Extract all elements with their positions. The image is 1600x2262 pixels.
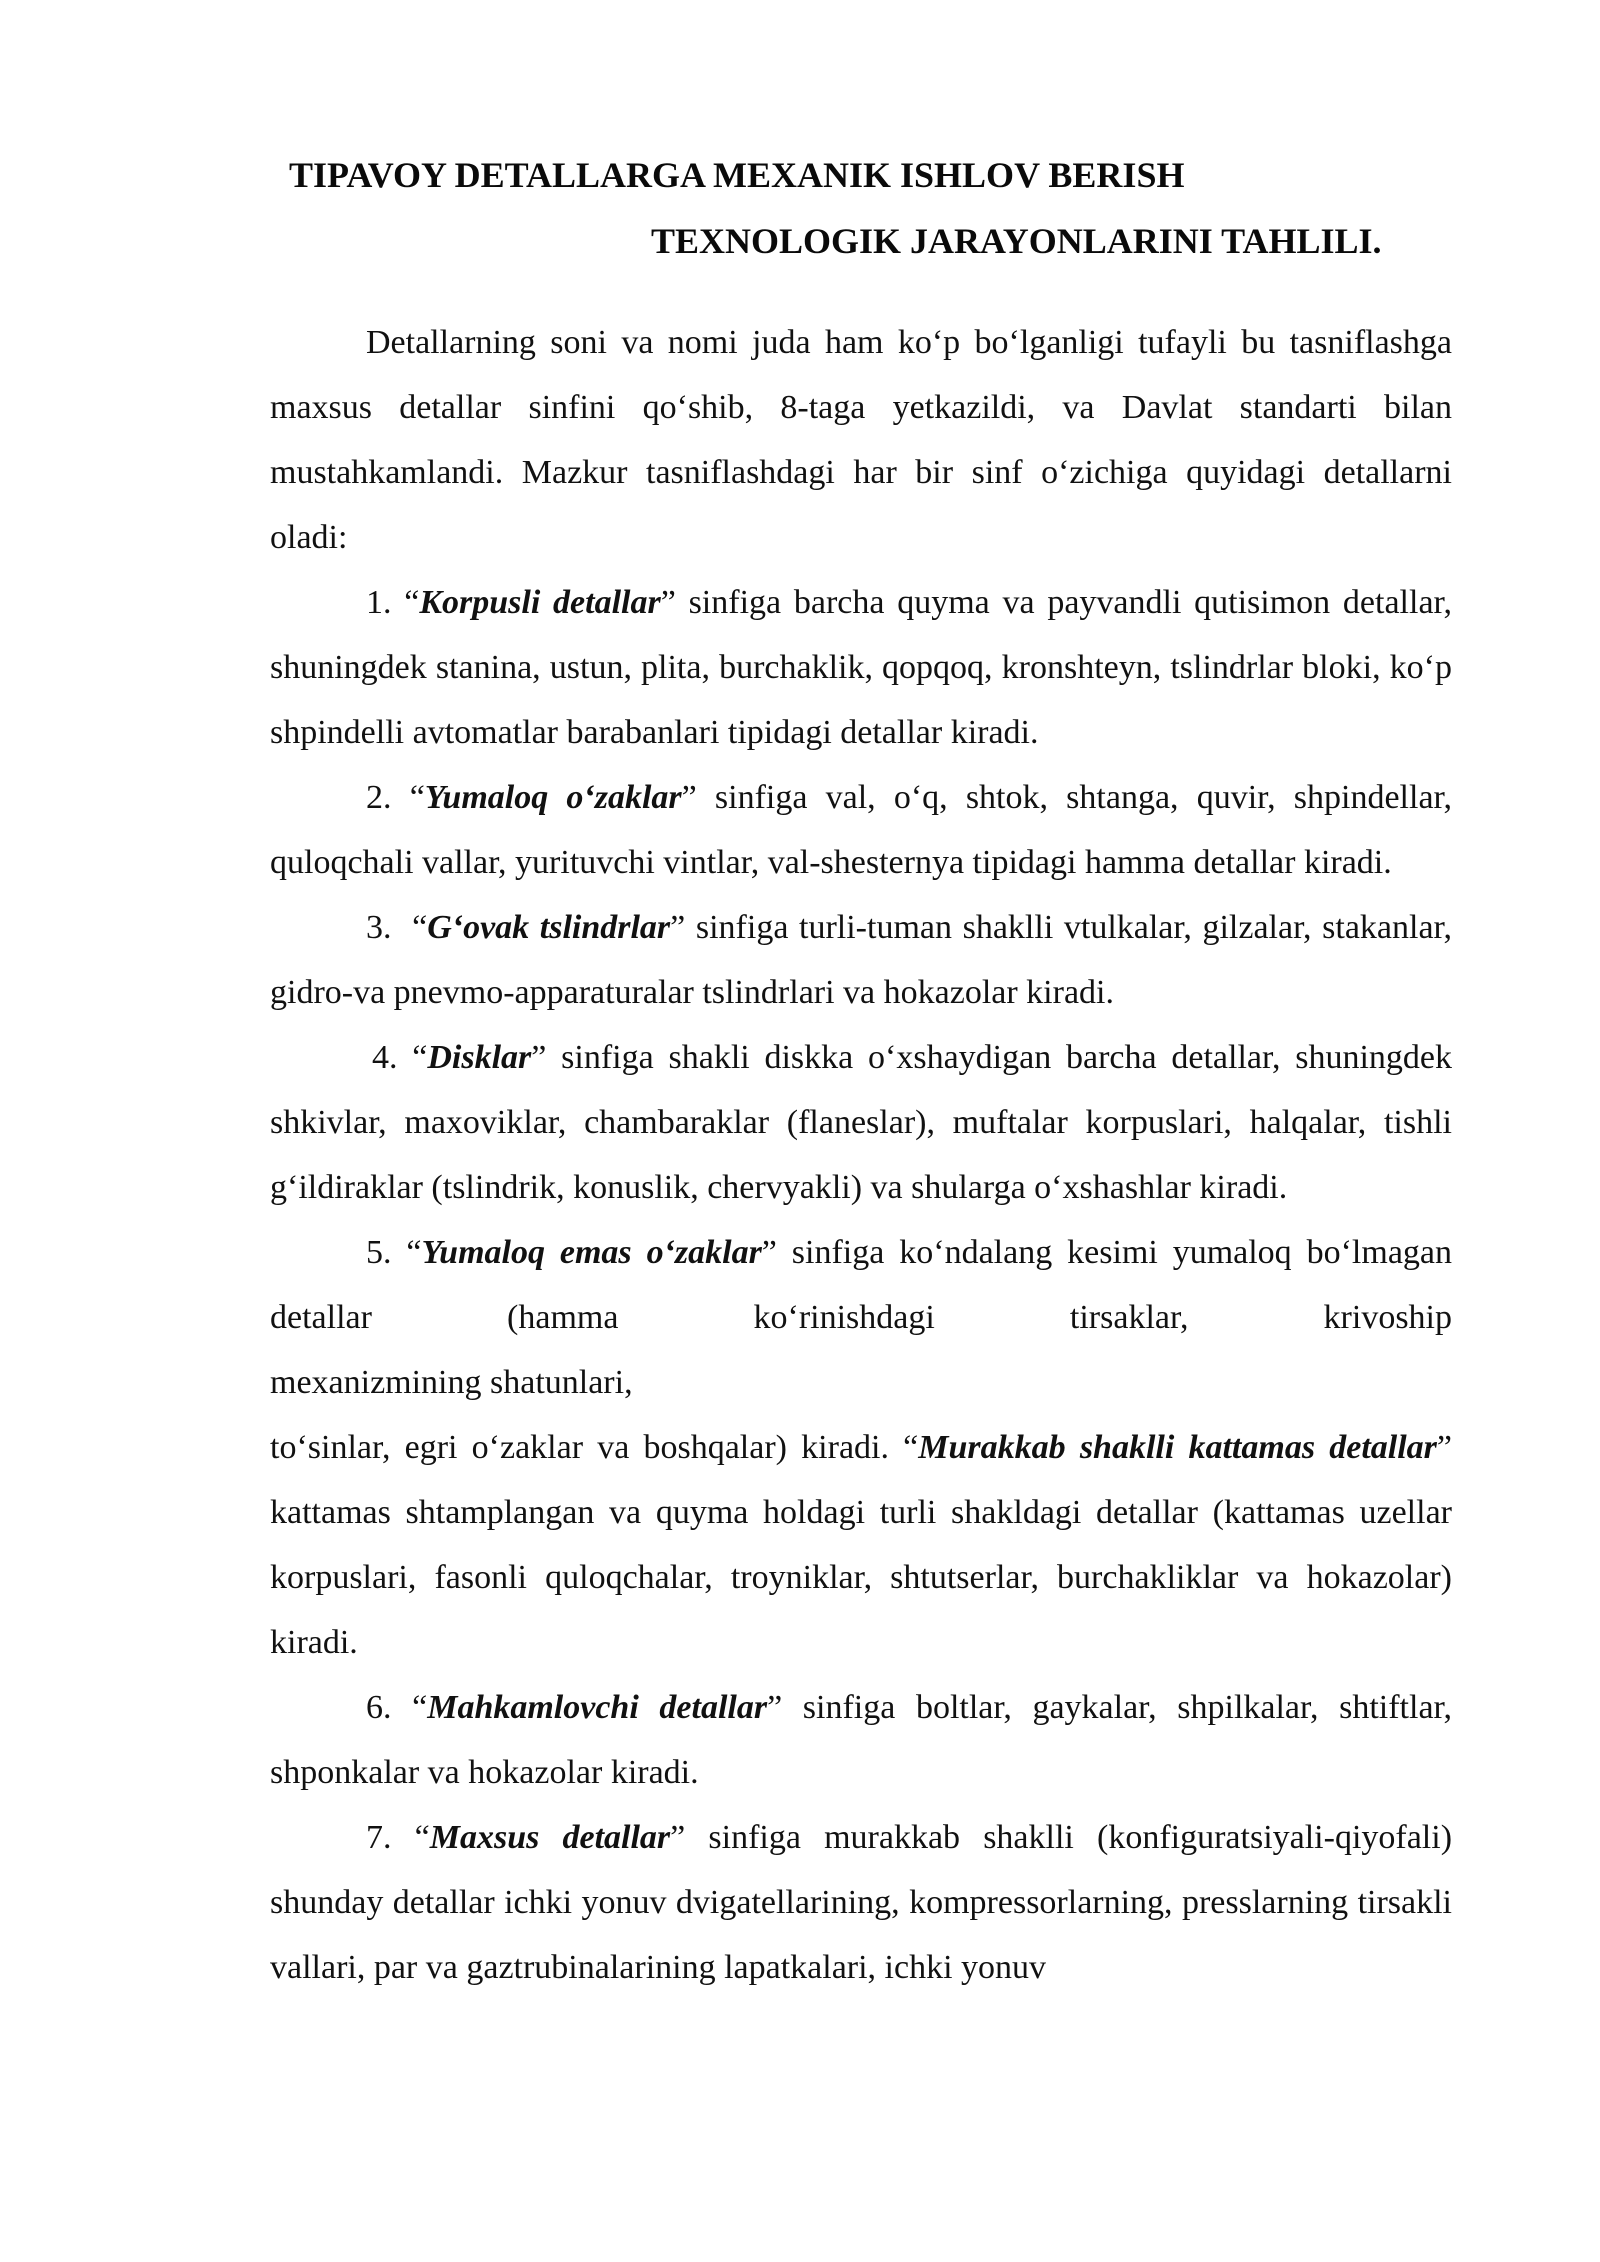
open-quote: “ — [414, 1819, 430, 1856]
item-text: sinfiga val, o‘q, shtok, shtanga, quvir, shpindellar, quloqchali vallar, yurituvchi vintlar, val-shesternya tipidagi hamma detallar kiradi. — [270, 779, 1453, 881]
item-number: 7. — [366, 1819, 392, 1856]
close-quote: ” — [670, 1819, 686, 1856]
open-quote: “ — [404, 584, 420, 621]
list-item-7 — [270, 1805, 1452, 2000]
item-number: 4. — [372, 1039, 398, 1076]
item-text-continued: kattamas shtamplangan va quyma holdagi turli shakldagi detallar (kattamas uzellar korpuslari, fasonli quloqchalar, troyniklar, shtutserlar, burchakliklar va hokazolar) kiradi. — [270, 1494, 1452, 1661]
item-term: Disklar — [427, 1039, 532, 1076]
item-text: sinfiga murakkab shaklli (konfiguratsiyali-qiyofali) shunday detallar ichki yonuv dvigatellarining, kompressorlarning, presslarning tirsakli vallari, par va gaztrubinalarining lapatkalari, ichki yonuv — [270, 1819, 1453, 1986]
item-term: Maxsus detallar — [429, 1819, 671, 1856]
open-quote: “ — [412, 909, 428, 946]
item-text: sinfiga turli-tuman shaklli vtulkalar, gilzalar, stakanlar, gidro-va pnevmo-apparaturalar tslindrlari va hokazolar kiradi. — [270, 909, 1452, 1011]
item-term-secondary: Murakkab shaklli kattamas detallar — [918, 1429, 1437, 1466]
open-quote: “ — [406, 1234, 422, 1271]
list-item-5-line — [270, 1350, 1452, 1415]
close-quote: ” — [767, 1689, 783, 1726]
open-quote: “ — [903, 1429, 919, 1466]
item-text-continued: to‘sinlar, egri o‘zaklar va boshqalar) kiradi. — [270, 1429, 904, 1466]
list-item-5 — [270, 1220, 1452, 1350]
document-title-line-2: TEXNOLOGIK JARAYONLARINI TAHLILI. — [651, 221, 1382, 261]
open-quote: “ — [412, 1039, 428, 1076]
list-item-4 — [270, 1025, 1452, 1220]
item-term: Yumaloq o‘zaklar — [424, 779, 682, 816]
intro-paragraph: Detallarning soni va nomi juda ham ko‘p bo‘lganligi tufayli bu tasniflashga maxsus detallar sinfini qo‘shib, 8-taga yetkazildi, va Davlat standarti bilan mustahkamlandi. Mazkur tasniflashdagi har bir sinf o‘zichiga quyidagi detallarni oladi: — [270, 324, 1452, 556]
list-item-3 — [270, 895, 1452, 1025]
list-item-2 — [270, 765, 1452, 895]
close-quote: ” — [761, 1234, 777, 1271]
close-quote: ” — [1436, 1429, 1452, 1466]
item-text-continued: mexanizmining shatunlari, — [270, 1364, 633, 1401]
item-number: 6. — [366, 1689, 392, 1726]
open-quote: “ — [412, 1689, 428, 1726]
close-quote: ” — [681, 779, 697, 816]
list-item-6 — [270, 1675, 1452, 1805]
item-term: Mahkamlovchi detallar — [427, 1689, 768, 1726]
item-number: 5. — [366, 1234, 392, 1271]
close-quote: ” — [670, 909, 686, 946]
item-text: sinfiga shakli diskka o‘xshaydigan barcha detallar, shuningdek shkivlar, maxoviklar, chambaraklar (flaneslar), muftalar korpuslari, halqalar, tishli g‘ildiraklar (tslindrik, konuslik, chervyakli) va shularga o‘xshashlar kiradi. — [270, 1039, 1452, 1206]
item-number: 3. — [366, 909, 392, 946]
item-text: sinfiga barcha quyma va payvandli qutisimon detallar, shuningdek stanina, ustun, plita, burchaklik, qopqoq, kronshteyn, tslindrlar bloki, ko‘p shpindelli avtomatlar barabanlari tipidagi detallar kiradi. — [270, 584, 1452, 751]
open-quote: “ — [409, 779, 425, 816]
item-term: Yumaloq emas o‘zaklar — [421, 1234, 762, 1271]
list-item-1 — [270, 570, 1452, 765]
close-quote: ” — [660, 584, 676, 621]
close-quote: ” — [531, 1039, 547, 1076]
document-body — [270, 310, 1452, 2000]
item-number: 2. — [366, 779, 392, 816]
list-item-5-continued — [270, 1415, 1452, 1675]
item-text: sinfiga ko‘ndalang kesimi yumaloq bo‘lmagan detallar (hamma ko‘rinishdagi tirsaklar, krivoship — [270, 1234, 1452, 1336]
item-text: sinfiga boltlar, gaykalar, shpilkalar, shtiftlar, shponkalar va hokazolar kiradi. — [270, 1689, 1452, 1791]
item-term: Korpusli detallar — [419, 584, 661, 621]
document-title-line-1: TIPAVOY DETALLARGA MEXANIK ISHLOV BERISH — [289, 155, 1185, 195]
item-number: 1. — [366, 584, 392, 621]
item-term: G‘ovak tslindrlar — [427, 909, 671, 946]
